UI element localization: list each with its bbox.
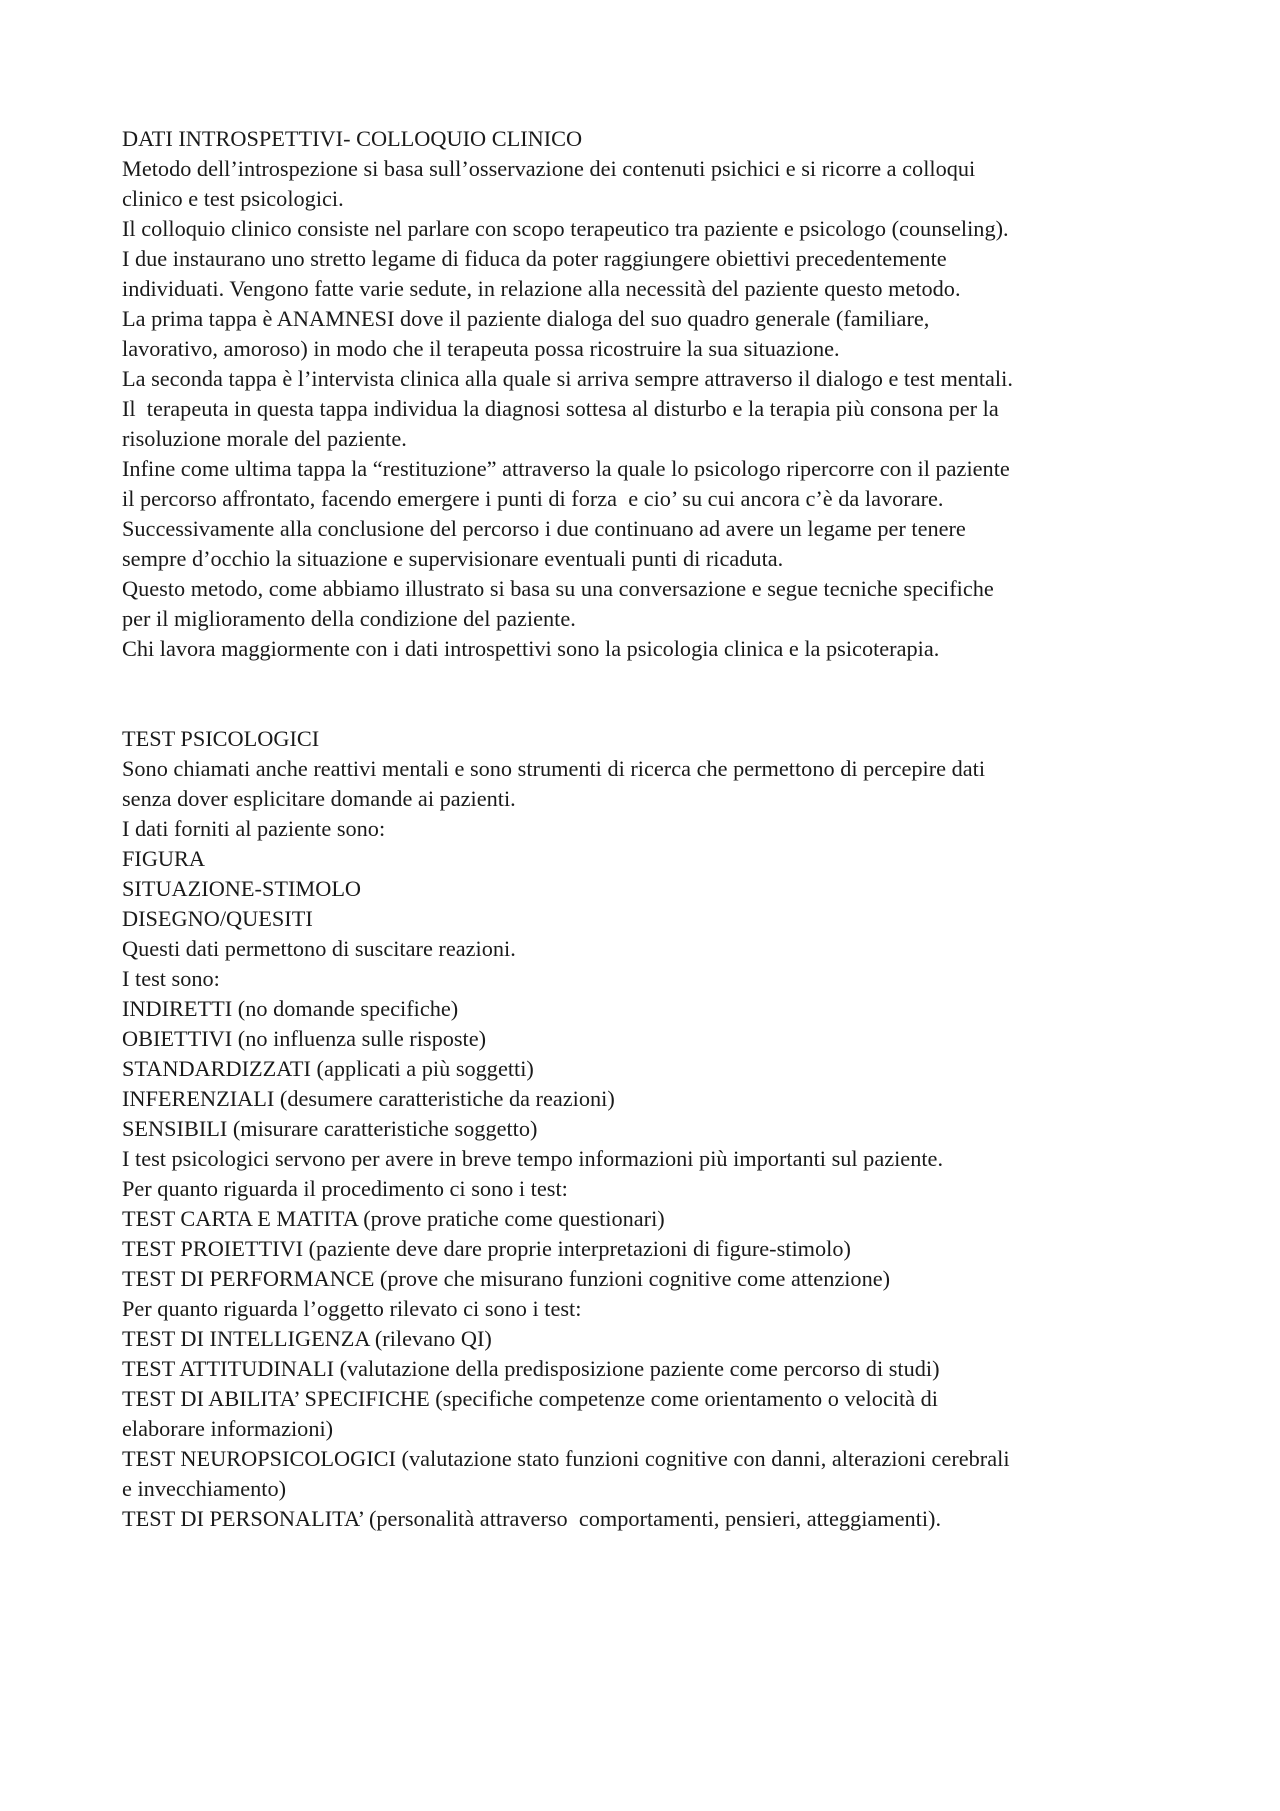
paragraph-line: I test psicologici servono per avere in breve tempo informazioni più importanti sul paziente. <box>122 1146 944 1171</box>
list-item: OBIETTIVI (no influenza sulle risposte) <box>122 1026 487 1051</box>
list-item: FIGURA <box>122 846 206 871</box>
list-item: SENSIBILI (misurare caratteristiche soggetto) <box>122 1116 538 1141</box>
list-item: SITUAZIONE-STIMOLO <box>122 876 362 901</box>
paragraph-line: La seconda tappa è l’intervista clinica alla quale si arriva sempre attraverso il dialogo e test mentali. <box>122 366 1013 391</box>
list-item: TEST NEUROPSICOLOGICI (valutazione stato funzioni cognitive con danni, alterazioni cerebrali <box>122 1446 1010 1471</box>
list-item: e invecchiamento) <box>122 1476 287 1501</box>
paragraph-line: I due instaurano uno stretto legame di fiduca da poter raggiungere obiettivi precedentemente <box>122 246 947 271</box>
paragraph-line: La prima tappa è ANAMNESI dove il paziente dialoga del suo quadro generale (familiare, <box>122 306 930 331</box>
paragraph-line: I dati forniti al paziente sono: <box>122 816 386 841</box>
paragraph-line: Chi lavora maggiormente con i dati introspettivi sono la psicologia clinica e la psicoterapia. <box>122 636 940 661</box>
paragraph-line: Metodo dell’introspezione si basa sull’osservazione dei contenuti psichici e si ricorre a colloqui <box>122 156 976 181</box>
paragraph-line: senza dover esplicitare domande ai pazienti. <box>122 786 516 811</box>
document-body <box>122 124 1172 1534</box>
paragraph-line: Sono chiamati anche reattivi mentali e sono strumenti di ricerca che permettono di percepire dati <box>122 756 986 781</box>
paragraph-line: Infine come ultima tappa la “restituzione” attraverso la quale lo psicologo ripercorre con il paziente <box>122 456 1010 481</box>
paragraph-line: Questi dati permettono di suscitare reazioni. <box>122 936 516 961</box>
paragraph-line: I test sono: <box>122 966 220 991</box>
list-item: DISEGNO/QUESITI <box>122 906 313 931</box>
paragraph-line: sempre d’occhio la situazione e supervisionare eventuali punti di ricaduta. <box>122 546 784 571</box>
paragraph-line: il percorso affrontato, facendo emergere i punti di forza e cio’ su cui ancora c’è da lavorare. <box>122 486 944 511</box>
section-title: TEST PSICOLOGICI <box>122 726 320 751</box>
paragraph-line: Il colloquio clinico consiste nel parlare con scopo terapeutico tra paziente e psicologo (counseling). <box>122 216 1009 241</box>
list-item: TEST ATTITUDINALI (valutazione della predisposizione paziente come percorso di studi) <box>122 1356 940 1381</box>
list-item: TEST DI INTELLIGENZA (rilevano QI) <box>122 1326 492 1351</box>
paragraph-line: per il miglioramento della condizione del paziente. <box>122 606 576 631</box>
list-item: STANDARDIZZATI (applicati a più soggetti) <box>122 1056 534 1081</box>
section-test-psicologici <box>122 724 1172 1534</box>
section-dati-introspettivi <box>122 124 1172 664</box>
list-item: TEST DI PERSONALITA’ (personalità attraverso comportamenti, pensieri, atteggiamenti). <box>122 1506 942 1531</box>
list-item: INDIRETTI (no domande specifiche) <box>122 996 459 1021</box>
paragraph-line: Per quanto riguarda il procedimento ci sono i test: <box>122 1176 568 1201</box>
paragraph-line: Successivamente alla conclusione del percorso i due continuano ad avere un legame per tenere <box>122 516 966 541</box>
list-item: TEST CARTA E MATITA (prove pratiche come questionari) <box>122 1206 665 1231</box>
list-item: TEST PROIETTIVI (paziente deve dare proprie interpretazioni di figure-stimolo) <box>122 1236 851 1261</box>
list-item: TEST DI ABILITA’ SPECIFICHE (specifiche competenze come orientamento o velocità di <box>122 1386 938 1411</box>
section-spacer <box>122 664 1172 724</box>
paragraph-line: risoluzione morale del paziente. <box>122 426 407 451</box>
paragraph-line: Il terapeuta in questa tappa individua la diagnosi sottesa al disturbo e la terapia più consona per la <box>122 396 999 421</box>
paragraph-line: lavorativo, amoroso) in modo che il terapeuta possa ricostruire la sua situazione. <box>122 336 840 361</box>
section-title: DATI INTROSPETTIVI- COLLOQUIO CLINICO <box>122 126 583 151</box>
paragraph-line: Questo metodo, come abbiamo illustrato si basa su una conversazione e segue tecniche specifiche <box>122 576 994 601</box>
list-item: elaborare informazioni) <box>122 1416 334 1441</box>
list-item: TEST DI PERFORMANCE (prove che misurano funzioni cognitive come attenzione) <box>122 1266 891 1291</box>
paragraph-line: individuati. Vengono fatte varie sedute, in relazione alla necessità del paziente questo metodo. <box>122 276 961 301</box>
paragraph-line: Per quanto riguarda l’oggetto rilevato ci sono i test: <box>122 1296 582 1321</box>
list-item: INFERENZIALI (desumere caratteristiche da reazioni) <box>122 1086 615 1111</box>
paragraph-line: clinico e test psicologici. <box>122 186 344 211</box>
